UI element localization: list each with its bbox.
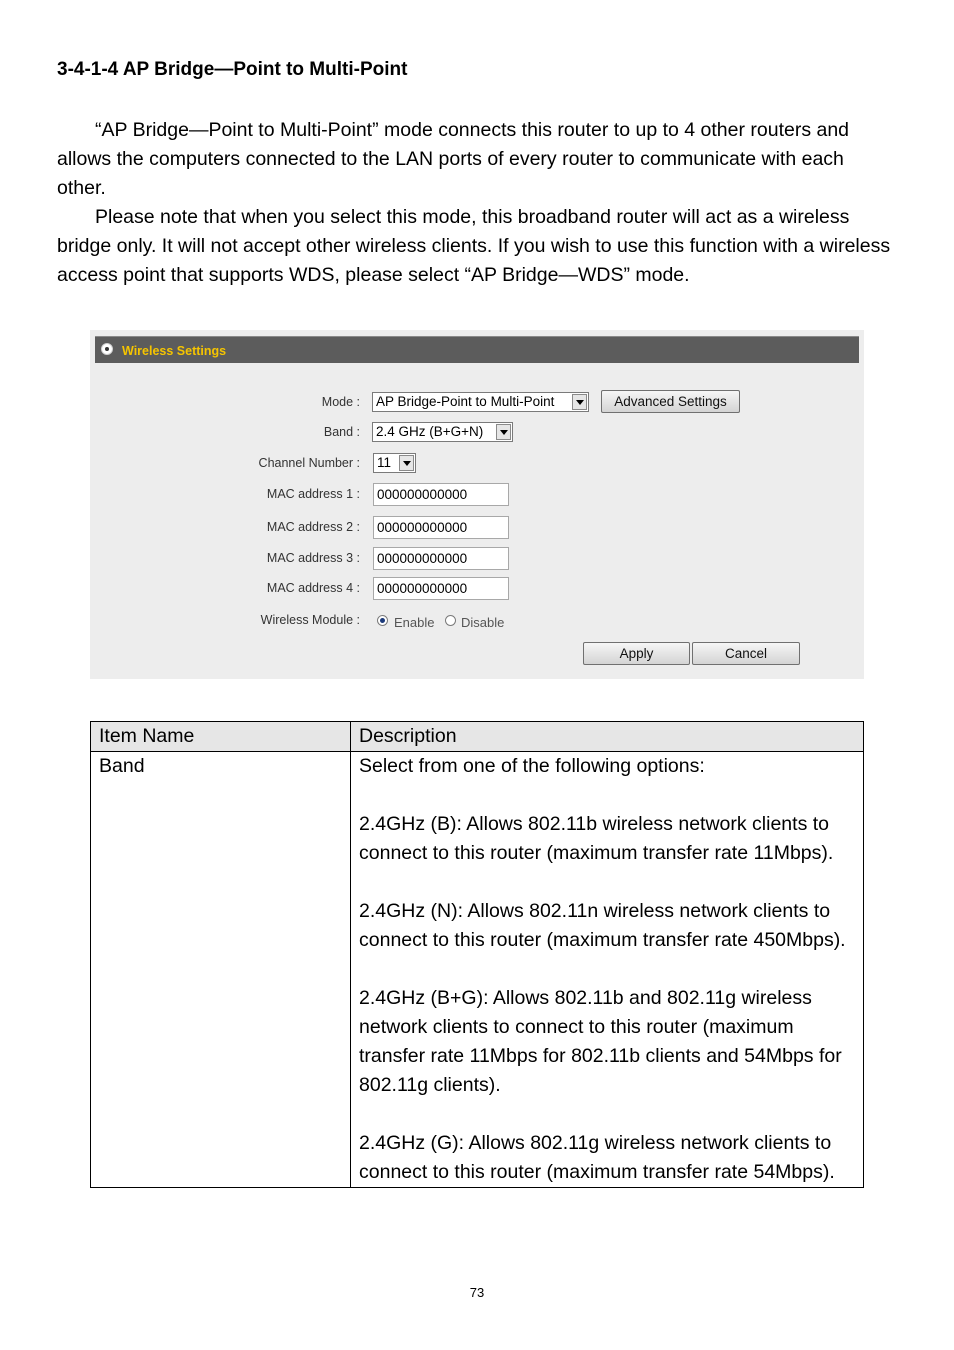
advanced-settings-button[interactable]: Advanced Settings	[601, 390, 740, 413]
chevron-down-icon[interactable]	[572, 394, 587, 410]
enable-radio[interactable]	[377, 615, 388, 626]
band-select-value: 2.4 GHz (B+G+N)	[376, 424, 484, 439]
panel-title: Wireless Settings	[122, 344, 227, 358]
disable-radio[interactable]	[445, 615, 456, 626]
mac-address-3-input[interactable]	[373, 547, 509, 570]
enable-radio-label: Enable	[394, 615, 435, 630]
description-line: Select from one of the following options:	[359, 755, 705, 777]
channel-number-label: Channel Number :	[258, 456, 360, 470]
description-cell	[351, 752, 864, 1188]
disable-radio-label: Disable	[461, 615, 505, 630]
channel-number-value: 11	[377, 455, 392, 470]
description-line: 2.4GHz (B): Allows 802.11b wireless network clients to connect to this router (maximum transfer rate 11Mbps).	[359, 813, 834, 864]
section-heading: 3-4-1-4 AP Bridge—Point to Multi-Point	[57, 59, 408, 80]
cancel-button[interactable]: Cancel	[692, 642, 800, 665]
mac-address-1-label: MAC address 1 :	[266, 487, 360, 501]
page-number: 73	[469, 1285, 485, 1300]
chevron-down-icon[interactable]	[399, 455, 414, 471]
apply-button[interactable]: Apply	[583, 642, 690, 665]
mac-address-3-label: MAC address 3 :	[266, 551, 360, 565]
mac-address-2-input[interactable]	[373, 516, 509, 539]
mac-address-4-input[interactable]	[373, 577, 509, 600]
channel-number-select[interactable]	[373, 453, 416, 473]
panel-header	[95, 336, 859, 363]
header-description: Description	[351, 722, 864, 752]
band-label: Band :	[323, 425, 360, 439]
intro-paragraph-2	[57, 203, 897, 290]
description-line: 2.4GHz (N): Allows 802.11n wireless network clients to connect to this router (maximum transfer rate 450Mbps).	[359, 900, 846, 951]
mode-select[interactable]	[372, 392, 589, 412]
table-row	[91, 752, 864, 1188]
mac-address-4-label: MAC address 4 :	[266, 581, 360, 595]
wireless-module-label: Wireless Module :	[260, 613, 360, 627]
table-header-row	[91, 722, 864, 752]
chevron-down-icon[interactable]	[496, 424, 511, 440]
bullet-icon	[101, 343, 113, 355]
mac-address-2-label: MAC address 2 :	[266, 520, 360, 534]
item-name-cell: Band	[91, 752, 351, 1188]
band-select[interactable]	[372, 422, 513, 442]
header-item-name: Item Name	[91, 722, 351, 752]
mac-address-1-input[interactable]	[373, 483, 509, 506]
intro-paragraph-1-text: “AP Bridge—Point to Multi-Point” mode connects this router to up to 4 other routers and allows the computers connected to the LAN ports of every router to communicate with each other.	[57, 119, 850, 199]
intro-paragraph-1	[57, 116, 897, 203]
intro-paragraph-2-text: Please note that when you select this mode, this broadband router will act as a wireless bridge only. It will not accept other wireless clients. If you wish to use this function with a wireless access point that supports WDS, please select “AP Bridge—WDS” mode.	[57, 206, 891, 286]
mode-select-value: AP Bridge-Point to Multi-Point	[376, 394, 555, 409]
mode-label: Mode :	[321, 395, 360, 409]
wireless-settings-panel	[90, 330, 864, 679]
description-table	[90, 721, 864, 1188]
description-line: 2.4GHz (B+G): Allows 802.11b and 802.11g wireless network clients to connect to this router (maximum transfer rate 11Mbps for 802.11b clients and 54Mbps for 802.11g clients).	[359, 987, 842, 1096]
description-line: 2.4GHz (G): Allows 802.11g wireless network clients to connect to this router (maximum transfer rate 54Mbps).	[359, 1132, 835, 1183]
